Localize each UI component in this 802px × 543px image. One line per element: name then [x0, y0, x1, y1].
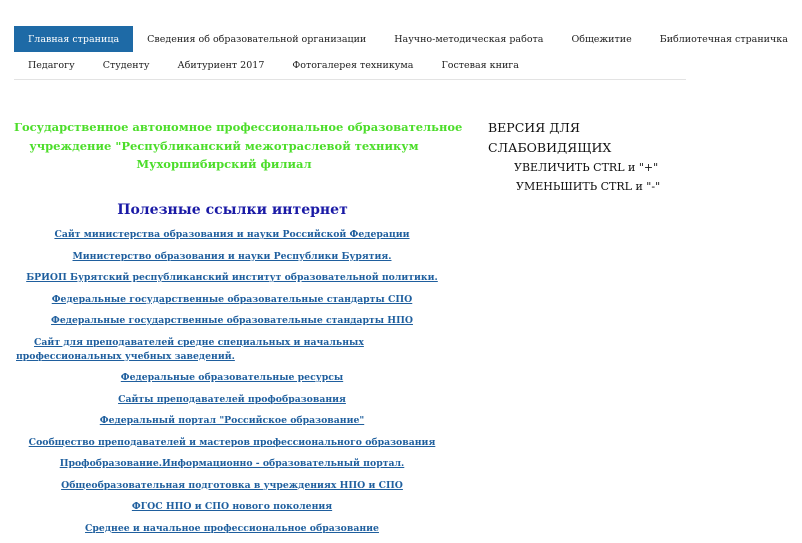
organization-title-line-2: учреждение "Республиканский межотраслевой техникум: [29, 138, 419, 153]
organization-title-line-1: Государственное автономное профессиональное образовательное: [14, 120, 463, 134]
nav-item-student[interactable]: Студенту: [102, 59, 150, 71]
link-community[interactable]: Сообщество преподавателей и мастеров профессионального образования: [28, 436, 436, 448]
nav-item-applicant[interactable]: Абитуриент 2017: [177, 59, 265, 71]
link-ministry-rf[interactable]: Сайт министерства образования и науки Российской Федерации: [54, 229, 410, 240]
link-secondary-education[interactable]: Среднее и начальное профессиональное образование: [85, 522, 379, 534]
useful-links-heading: Полезные ссылки интернет: [117, 202, 348, 218]
accessibility-heading: ВЕРСИЯ ДЛЯ СЛАБОВИДЯЩИХ: [488, 120, 612, 155]
nav-item-org-info[interactable]: Сведения об образовательной организации: [147, 33, 367, 45]
link-teachers-site[interactable]: Сайт для преподавателей средне специальных и начальных профессиональных учебных заведений.: [16, 336, 364, 362]
link-general-training[interactable]: Общеобразовательная подготовка в учреждениях НПО и СПО: [61, 479, 403, 491]
link-fgos-npo[interactable]: Федеральные государственные образовательные стандарты НПО: [51, 315, 413, 326]
link-teacher-sites[interactable]: Сайты преподавателей профобразования: [118, 393, 346, 405]
link-fgos-spo[interactable]: Федеральные государственные образовательные стандарты СПО: [51, 293, 413, 305]
nav-item-teacher[interactable]: Педагогу: [28, 59, 75, 71]
nav-row-1: [14, 26, 802, 52]
link-profobrazovanie[interactable]: Профобразование.Информационно - образовательный портал.: [59, 458, 405, 469]
main-navigation: [14, 25, 788, 80]
link-briop[interactable]: БРИОП Бурятский республиканский институт образовательной политики.: [26, 272, 438, 283]
nav-item-methodology[interactable]: Научно-методическая работа: [394, 33, 544, 45]
zoom-out-hint: УМЕНЬШИТЬ CTRL и "-": [516, 180, 661, 193]
organization-title: [14, 118, 463, 174]
link-ministry-buryatia[interactable]: Министерство образования и науки Республики Бурятия.: [72, 250, 392, 262]
useful-links-list: [16, 228, 448, 543]
nav-item-guestbook[interactable]: Гостевая книга: [441, 59, 519, 71]
zoom-in-hint: УВЕЛИЧИТЬ CTRL и "+": [514, 161, 659, 174]
nav-item-photo-gallery[interactable]: Фотогалерея техникума: [292, 59, 414, 71]
organization-title-line-3: Мухоршибирский филиал: [136, 157, 312, 171]
accessibility-panel: [488, 118, 688, 196]
nav-row-2: [14, 52, 533, 78]
link-fgos-new[interactable]: ФГОС НПО и СПО нового поколения: [131, 501, 333, 512]
nav-item-dormitory[interactable]: Общежитие: [571, 33, 632, 45]
nav-item-home[interactable]: Главная страница: [14, 26, 133, 52]
link-federal-resources[interactable]: Федеральные образовательные ресурсы: [120, 372, 344, 383]
nav-item-library[interactable]: Библиотечная страничка: [659, 33, 788, 45]
link-federal-portal[interactable]: Федеральный портал "Российское образование": [99, 415, 365, 426]
